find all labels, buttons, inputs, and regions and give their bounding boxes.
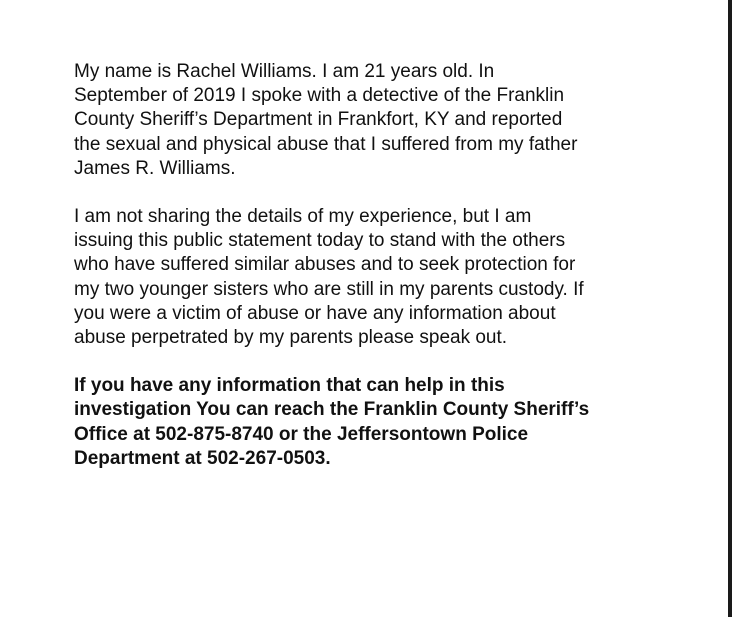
statement-paragraph-contact: If you have any information that can help in this investigation You can reach the Franklin County Sheriff’s Office at 502-875-8740 or the Jeffersontown Police Department at 502-267-0503. xyxy=(74,375,590,469)
page-edge-border xyxy=(728,0,732,617)
statement-paragraph-intro: My name is Rachel Williams. I am 21 years old. In September of 2019 I spoke with a detective of the Franklin County Sheriff’s Department in Frankfort, KY and reported the sexual and physical abuse that I suffered from my father James R. Williams. xyxy=(74,61,578,179)
statement-body xyxy=(74,60,694,471)
statement-paragraph-purpose: I am not sharing the details of my experience, but I am issuing this public statement today to stand with the others who have suffered similar abuses and to seek protection for my two younger sisters who are still in my parents custody. If you were a victim of abuse or have any information about abuse perpetrated by my parents please speak out. xyxy=(74,206,584,349)
